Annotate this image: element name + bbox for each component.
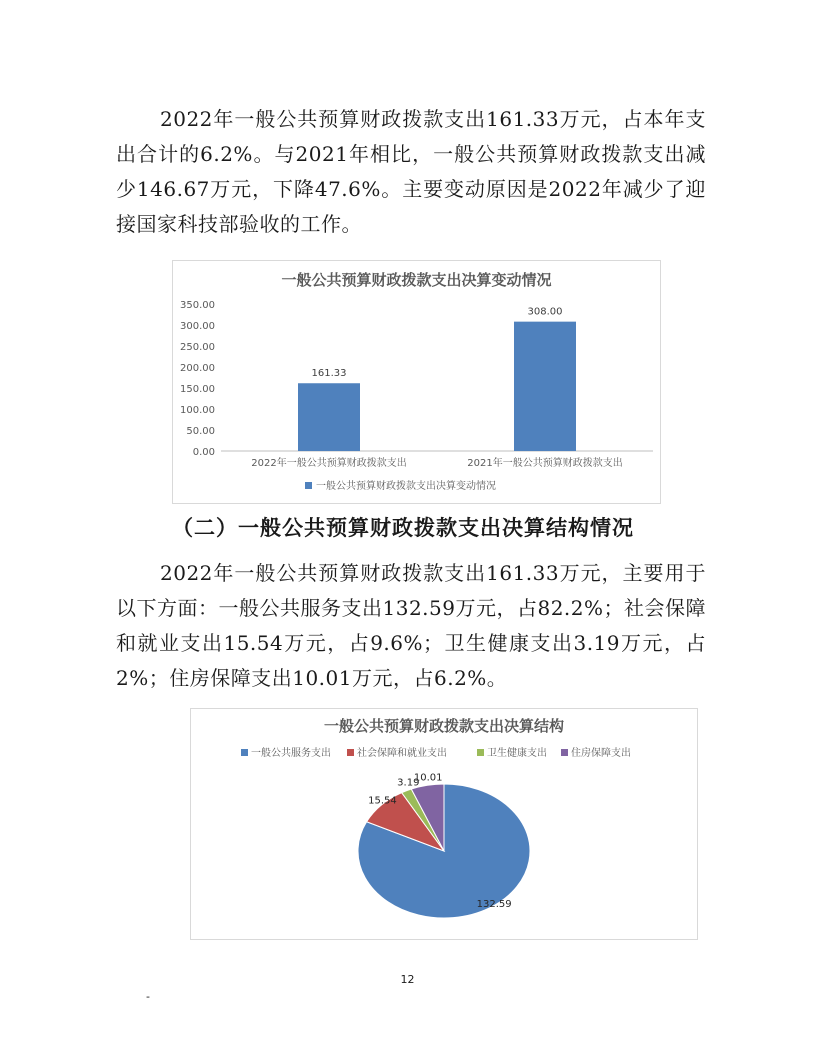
legend-swatch — [305, 482, 312, 489]
pie-chart-plot — [191, 709, 697, 939]
y-tick-label: 250.00 — [180, 342, 215, 353]
pie-data-label: 10.01 — [413, 772, 443, 784]
page-number: 12 — [400, 973, 415, 986]
bar — [298, 383, 360, 451]
x-tick-label: 2022年一般公共预算财政拨款支出 — [251, 458, 407, 469]
y-tick-label: 200.00 — [180, 363, 215, 374]
footer-mark: - — [146, 990, 150, 1003]
bar-chart-plot — [173, 261, 660, 503]
paragraph-expenditure-structure: 2022年一般公共预算财政拨款支出161.33万元，主要用于以下方面：一般公共服务支出132.59万元，占82.2%；社会保障和就业支出15.54万元，占9.6%；卫生健康支出3.19万元，占2%；住房保障支出10.01万元，占6.2%。 — [116, 561, 707, 690]
legend-label: 住房保障支出 — [571, 748, 631, 759]
pie-data-label: 132.59 — [476, 899, 512, 911]
bar-data-label: 161.33 — [311, 368, 347, 380]
paragraph-expenditure-change: 2022年一般公共预算财政拨款支出161.33万元，占本年支出合计的6.2%。与2021年相比，一般公共预算财政拨款支出减少146.67万元，下降47.6%。主要变动原因是2022年减少了迎接国家科技部验收的工作。 — [116, 107, 706, 236]
pie-data-label: 3.19 — [397, 777, 420, 789]
legend-label: 卫生健康支出 — [487, 748, 547, 759]
y-tick-label: 350.00 — [180, 300, 215, 311]
section-heading: （二）一般公共预算财政拨款支出决算结构情况 — [172, 516, 634, 540]
legend-label: 社会保障和就业支出 — [357, 748, 447, 759]
y-tick-label: 300.00 — [180, 321, 215, 332]
pie-chart-title: 一般公共预算财政拨款支出决算结构 — [323, 717, 564, 735]
pie-data-label: 15.54 — [368, 795, 397, 807]
legend-label: 一般公共预算财政拨款支出决算变动情况 — [316, 481, 496, 492]
y-tick-label: 150.00 — [180, 384, 215, 395]
y-tick-label: 0.00 — [192, 447, 215, 458]
pie-chart-expenditure-structure — [190, 708, 698, 940]
x-tick-label: 2021年一般公共预算财政拨款支出 — [467, 458, 623, 469]
legend-swatch — [477, 749, 484, 756]
y-tick-label: 100.00 — [180, 405, 215, 416]
legend-swatch — [561, 749, 568, 756]
y-tick-label: 50.00 — [186, 426, 215, 437]
bar-chart-title: 一般公共预算财政拨款支出决算变动情况 — [281, 271, 552, 289]
legend-swatch — [241, 749, 248, 756]
legend-swatch — [347, 749, 354, 756]
bar-data-label: 308.00 — [527, 306, 563, 318]
bar — [514, 322, 576, 451]
bar-chart-expenditure-change — [172, 260, 661, 504]
legend-label: 一般公共服务支出 — [251, 748, 331, 759]
